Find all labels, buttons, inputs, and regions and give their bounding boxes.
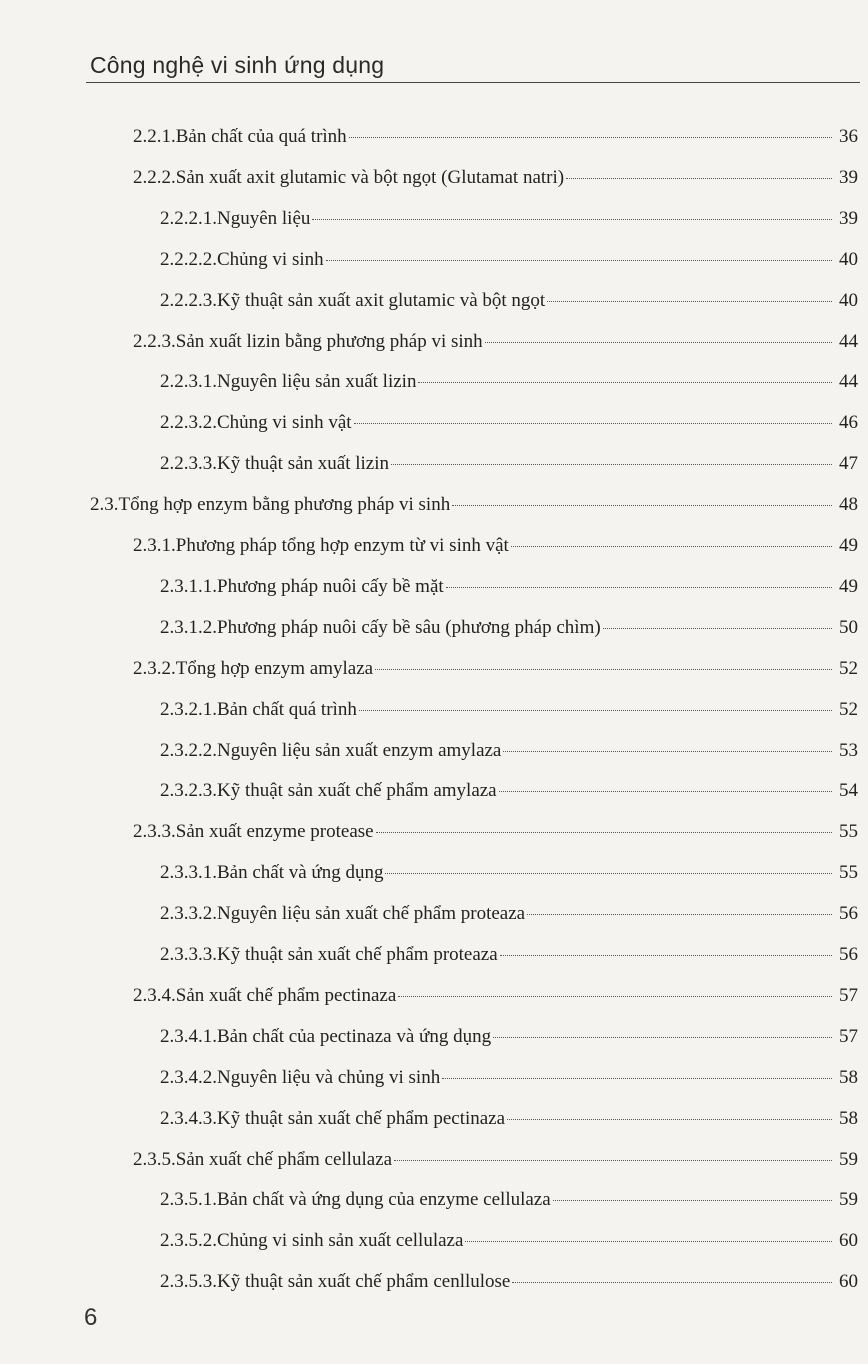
toc-dot-leader	[603, 628, 832, 629]
toc-entry-page: 36	[839, 126, 858, 147]
toc-entry-number: 2.3.5.	[133, 1148, 176, 1170]
toc-entry	[160, 1229, 858, 1253]
toc-entry-page: 60	[839, 1230, 858, 1252]
toc-dot-leader	[512, 1282, 832, 1283]
toc-entry	[133, 820, 858, 844]
toc-entry-number: 2.2.3.1.	[160, 371, 217, 393]
toc-entry-title: Kỹ thuật sản xuất chế phẩm pectinaza	[217, 1107, 506, 1129]
toc-entry-page: 56	[839, 903, 858, 925]
toc-dot-leader	[394, 1160, 832, 1161]
toc-entry	[133, 166, 858, 190]
page-number: 6	[84, 1304, 98, 1331]
toc-entry	[160, 1270, 858, 1294]
toc-dot-leader	[349, 137, 832, 138]
toc-entry	[133, 1148, 858, 1172]
toc-entry-number: 2.2.2.3.	[160, 289, 217, 311]
toc-entry-number: 2.3.3.	[133, 821, 176, 843]
toc-entry-number: 2.3.1.	[133, 535, 176, 556]
toc-entry	[90, 493, 858, 517]
toc-entry-page: 48	[839, 494, 858, 516]
toc-entry-title: Bản chất và ứng dụng của enzyme cellulaza	[217, 1189, 551, 1211]
toc-dot-leader	[385, 873, 832, 874]
toc-entry	[160, 739, 858, 763]
toc-entry	[160, 1025, 858, 1049]
toc-entry-title: Bản chất của pectinaza và ứng dụng	[217, 1025, 492, 1047]
toc-entry	[160, 861, 858, 885]
toc-entry-number: 2.2.3.2.	[160, 412, 217, 434]
toc-entry	[160, 370, 858, 394]
toc-entry-number: 2.3.3.1.	[160, 862, 217, 884]
toc-dot-leader	[511, 546, 832, 547]
toc-entry-number: 2.3.1.1.	[160, 575, 217, 597]
toc-entry-number: 2.3.5.2.	[160, 1230, 217, 1252]
toc-entry-page: 52	[839, 657, 858, 679]
toc-entry-number: 2.2.1.	[133, 126, 176, 147]
toc-entry-title: Sản xuất chế phẩm cellulaza	[175, 1148, 393, 1170]
toc-dot-leader	[553, 1200, 832, 1201]
toc-entry-number: 2.3.3.2.	[160, 903, 217, 925]
toc-dot-leader	[452, 505, 832, 506]
toc-entry	[160, 452, 858, 476]
toc-entry-number: 2.2.2.2.	[160, 248, 217, 270]
toc-dot-leader	[442, 1078, 832, 1079]
toc-entry	[160, 207, 858, 231]
toc-entry-title: Phương pháp nuôi cấy bề sâu (phương pháp chìm)	[217, 616, 601, 638]
toc-entry-page: 55	[839, 862, 858, 884]
toc-entry-title: Phương pháp nuôi cấy bề mặt	[217, 575, 444, 597]
toc-entry	[160, 1066, 858, 1090]
toc-entry-page: 49	[839, 535, 858, 556]
running-header: Công nghệ vi sinh ứng dụng	[90, 52, 385, 78]
toc-entry	[133, 125, 858, 149]
toc-entry-number: 2.2.2.	[133, 166, 176, 188]
toc-entry-page: 57	[839, 984, 858, 1006]
toc-entry-title: Kỹ thuật sản xuất lizin	[217, 453, 390, 475]
toc-entry-title: Kỹ thuật sản xuất axit glutamic và bột ngọt	[217, 289, 546, 311]
toc-entry	[133, 534, 858, 558]
toc-entry-number: 2.3.1.2.	[160, 616, 217, 638]
toc-dot-leader	[326, 260, 832, 261]
toc-entry-number: 2.2.2.1.	[160, 207, 217, 229]
toc-dot-leader	[398, 996, 832, 997]
toc-dot-leader	[499, 791, 832, 792]
toc-entry	[160, 575, 858, 599]
toc-entry-number: 2.2.3.3.	[160, 453, 217, 475]
toc-entry-title: Bản chất và ứng dụng	[217, 862, 384, 884]
toc-entry-title: Kỹ thuật sản xuất chế phẩm cenllulose	[217, 1271, 511, 1293]
toc-entry-number: 2.3.3.3.	[160, 944, 217, 965]
toc-entry	[160, 1188, 858, 1212]
toc-dot-leader	[418, 382, 832, 383]
toc-dot-leader	[493, 1037, 832, 1038]
toc-dot-leader	[507, 1119, 832, 1120]
toc-entry-page: 40	[839, 248, 858, 270]
toc-dot-leader	[566, 178, 832, 179]
toc-entry-page: 54	[839, 780, 858, 802]
toc-entry	[160, 1107, 858, 1131]
toc-entry-title: Nguyên liệu	[217, 207, 311, 229]
toc-entry-title: Chủng vi sinh sản xuất cellulaza	[217, 1230, 464, 1252]
toc-entry-title: Phương pháp tổng hợp enzym từ vi sinh vật	[175, 535, 509, 556]
toc-entry-page: 52	[839, 698, 858, 720]
toc-dot-leader	[485, 342, 832, 343]
toc-entry	[133, 657, 858, 681]
toc-entry	[160, 616, 858, 640]
toc-entry-title: Chủng vi sinh	[217, 248, 324, 270]
toc-entry-title: Nguyên liệu và chủng vi sinh	[217, 1066, 441, 1088]
toc-entry-number: 2.3.4.3.	[160, 1107, 217, 1129]
toc-entry-title: Bản chất quá trình	[217, 698, 357, 720]
toc-entry-page: 55	[839, 821, 858, 843]
toc-entry-title: Sản xuất axit glutamic và bột ngọt (Glutamat natri)	[175, 166, 565, 188]
toc-entry-number: 2.3.4.1.	[160, 1025, 217, 1047]
toc-entry-page: 59	[839, 1148, 858, 1170]
toc-dot-leader	[503, 751, 832, 752]
toc-entry	[133, 984, 858, 1008]
toc-entry-number: 2.3.4.2.	[160, 1066, 217, 1088]
toc-entry-page: 39	[839, 166, 858, 188]
toc-entry-title: Nguyên liệu sản xuất chế phẩm proteaza	[217, 903, 526, 925]
toc-dot-leader	[547, 301, 832, 302]
toc-dot-leader	[376, 832, 832, 833]
toc-entry-number: 2.3.5.1.	[160, 1189, 217, 1211]
toc-entry-title: Sản xuất enzyme protease	[175, 821, 374, 843]
toc-entry-page: 39	[839, 207, 858, 229]
toc-entry	[160, 902, 858, 926]
toc-entry-title: Kỹ thuật sản xuất chế phẩm proteaza	[217, 944, 498, 965]
toc-entry-page: 57	[839, 1025, 858, 1047]
toc-dot-leader	[354, 423, 832, 424]
toc-entry-title: Tổng hợp enzym bằng phương pháp vi sinh	[118, 494, 451, 516]
toc-entry-page: 58	[839, 1066, 858, 1088]
toc-entry	[160, 779, 858, 803]
toc-entry-page: 60	[839, 1271, 858, 1293]
toc-entry	[160, 943, 858, 967]
toc-entry-page: 44	[839, 371, 858, 393]
toc-entry-page: 46	[839, 412, 858, 434]
toc-entry-page: 40	[839, 289, 858, 311]
toc-dot-leader	[465, 1241, 832, 1242]
toc-dot-leader	[446, 587, 832, 588]
toc-entry-number: 2.2.3.	[133, 330, 176, 352]
toc-entry-page: 59	[839, 1189, 858, 1211]
toc-entry-page: 56	[839, 944, 858, 965]
toc-dot-leader	[312, 219, 832, 220]
toc-entry	[133, 330, 858, 354]
toc-entry-title: Sản xuất lizin bằng phương pháp vi sinh	[175, 330, 483, 352]
toc-entry	[160, 411, 858, 435]
toc-dot-leader	[500, 955, 832, 956]
toc-entry-title: Sản xuất chế phẩm pectinaza	[175, 984, 397, 1006]
toc-entry-page: 44	[839, 330, 858, 352]
toc-dot-leader	[527, 914, 832, 915]
toc-entry-title: Bản chất của quá trình	[175, 126, 347, 147]
toc-entry-number: 2.3.2.	[133, 657, 176, 679]
toc-entry-number: 2.3.2.1.	[160, 698, 217, 720]
toc-entry-title: Nguyên liệu sản xuất lizin	[217, 371, 417, 393]
toc-entry-title: Tổng hợp enzym amylaza	[175, 657, 374, 679]
toc-entry	[160, 248, 858, 272]
toc-entry-number: 2.3.5.3.	[160, 1271, 217, 1293]
toc-entry-page: 49	[839, 575, 858, 597]
toc-entry-number: 2.3.4.	[133, 984, 176, 1006]
toc-entry-title: Nguyên liệu sản xuất enzym amylaza	[217, 739, 502, 761]
toc-entry-number: 2.3.2.3.	[160, 780, 217, 802]
toc-entry-page: 53	[839, 739, 858, 761]
toc-dot-leader	[359, 710, 832, 711]
toc-entry	[160, 289, 858, 313]
toc-entry-number: 2.3.2.2.	[160, 739, 217, 761]
toc-entry-number: 2.3.	[90, 494, 119, 516]
toc-entry-page: 58	[839, 1107, 858, 1129]
toc-entry-page: 50	[839, 616, 858, 638]
toc-entry	[160, 698, 858, 722]
toc-entry-title: Kỹ thuật sản xuất chế phẩm amylaza	[217, 780, 497, 802]
toc-entry-page: 47	[839, 453, 858, 475]
toc-entry-title: Chủng vi sinh vật	[217, 412, 352, 434]
toc-dot-leader	[375, 669, 832, 670]
toc-dot-leader	[391, 464, 832, 465]
